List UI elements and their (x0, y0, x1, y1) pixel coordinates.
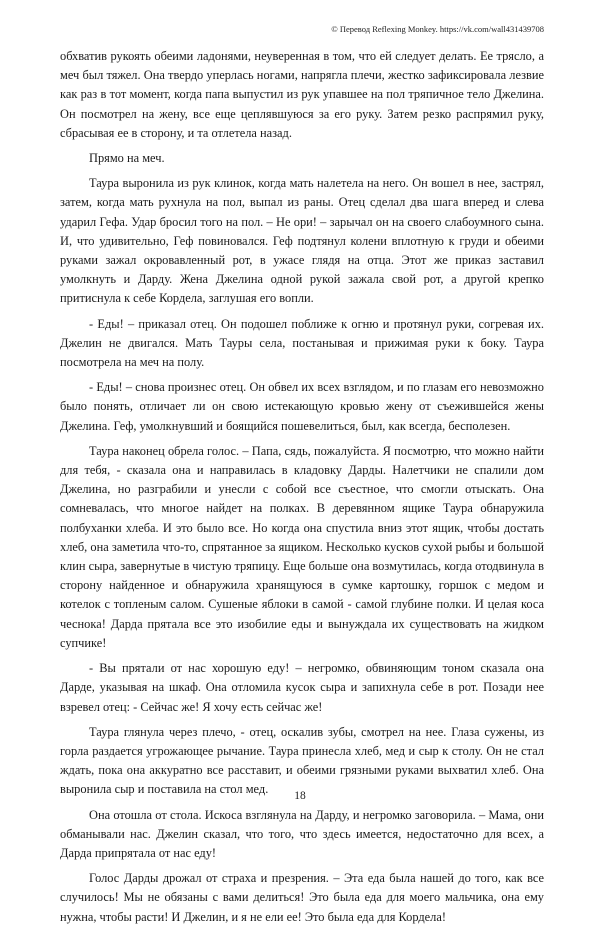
paragraph: обхватив рукоять обеими ладонями, неуверенная в том, что ей следует делать. Ее трясло, а меч был тяжел. Она твердо уперлась ногами, напрягла плечи, жестко зафиксировала лезвие как раз в тот момент, когда папа выпустил из рук упавшее на пол тряпичное тело Джелина. Он посмотрел на жену, все еще цеплявшуюся за его руку. Затем резко распрямил руку, сбрасывая ее в сторону, и та отлетела назад. (60, 49, 544, 140)
paragraph: Таура глянула через плечо, - отец, оскалив зубы, смотрел на нее. Глаза сужены, из горла раздается угрожающее рычание. Таура принесла хлеб, мед и сыр к столу. Он не стал ждать, пока она аккуратно все расставит, и обеими грязными руками выхватил хлеб. Она выронила сыр и поставила на стол мед. (60, 724, 544, 797)
page-number: 18 (294, 790, 306, 802)
paragraph: Голос Дарды дрожал от страха и презрения. – Эта еда была нашей до того, как все случилось! Мы не обязаны с вами делиться! Это была еда для моего мальчика, она ему нужна, чтобы расти! И Джелин, и я не ели ее! Это была еда для Кордела! (60, 871, 544, 924)
paragraph: Прямо на меч. (89, 151, 165, 166)
translator-attribution: © Перевод Reflexing Monkey. https://vk.com/wall431439708 (331, 24, 544, 34)
paragraph: - Вы прятали от нас хорошую еду! – негромко, обвиняющим тоном сказала она Дарде, указывая на шкаф. Она отломила кусок сыра и запихнула себе в рот. Позади нее взревел отец: - Сейчас же! Я хочу есть сейчас же! (60, 661, 544, 714)
paragraph: - Еды! – приказал отец. Он подошел поближе к огню и протянул руки, согревая их. Джелин не двигался. Мать Тауры села, постанывая и прижимая руки к боку. Таура посмотрела на меч на полу. (60, 316, 544, 370)
paragraph: Таура выронила из рук клинок, когда мать налетела на него. Он вошел в нее, застрял, затем, когда мать рухнула на пол, выпал из раны. Отец сделал два шага вперед и слева ударил Гефа. Удар бросил того на пол. – Не ори! – зарычал он на своего слабоумного сына. И, что удивительно, Геф повиновался. Геф подтянул колени вплотную к груди и обеими руками зажал окровавленный рот, в ужасе глядя на отца. Этот же приказ заставил умолкнуть и Дарду. Жена Джелина одной рукой зажала свой рот, а другой крепко притиснула к себе Кордела, заглушая его вопли. (60, 176, 544, 306)
paragraph: - Еды! – снова произнес отец. Он обвел их всех взглядом, и по глазам его невозможно было понять, отличает ли он свою истекающую кровью жену от съежившейся жены Джелина. Геф, умолкнувший и боящийся пошевелиться, был, как всегда, бесполезен. (60, 380, 544, 433)
paragraph: Она отошла от стола. Искоса взглянула на Дарду, и негромко заговорила. – Мама, они обманывали нас. Джелин сказал, что того, что здесь имеется, недостаточно для всех, а Дарда припрятала от нас еду! (60, 807, 544, 860)
paragraph: Таура наконец обрела голос. – Папа, сядь, пожалуйста. Я посмотрю, что можно найти для тебя, - сказала она и направилась в кладовку Дарды. Налетчики не спалили дом Джелина, но разграбили и унесли с собой все съестное, что смогли отыскать. Она сомневалась, что многое найдет на полках. В деревянном ящике Таура обнаружила полбуханки хлеба. И это было все. Но когда она спустила вниз этот ящик, чтобы достать хлеб, она заметила что-то, спрятанное за ящиком. Несколько кусков сухой рыбы и большой клин сыра, завернутые в чистую тряпицу. Еще больше она возмутилась, когда отодвинула в сторону найденное и обнаружила хранящуюся в сумке картошку, горшок с медом и котелок с топленым салом. Сушеные яблоки в самой - самой глубине полки. И целая коса чеснока! Дарда прятала все это изобилие еды и вынуждала их существовать на жидком супчике! (60, 443, 544, 650)
